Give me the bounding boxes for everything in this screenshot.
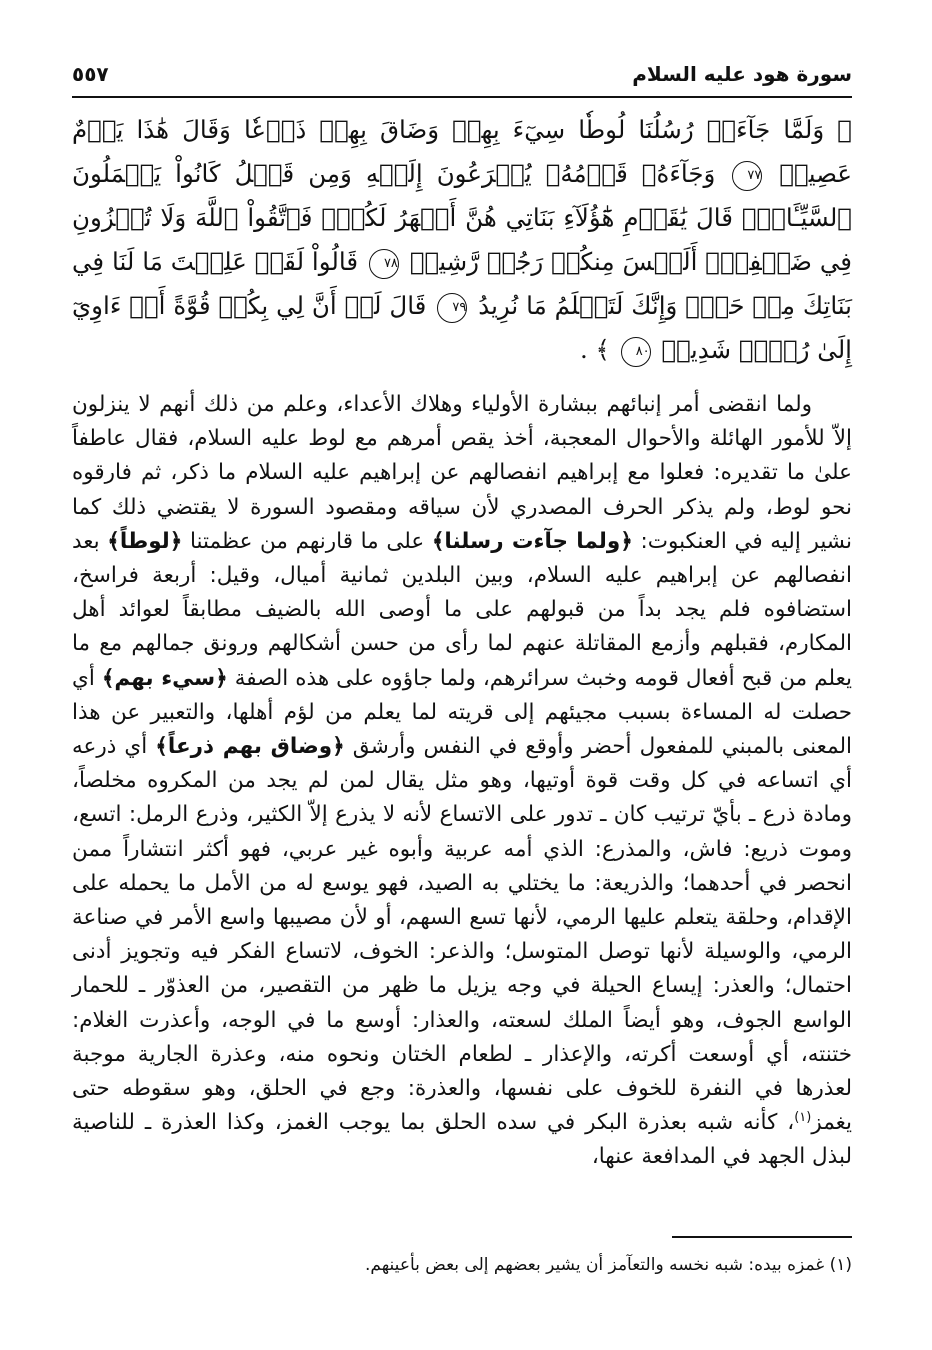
verse-marker-77: ٧٧ [732,161,762,191]
page-number: ٥٥٧ [72,62,109,86]
quote-wa-daqa: ﴿وضاق بهم ذرعاً﴾ [155,734,345,760]
footnote-reference[interactable]: (١) [794,1110,812,1126]
footnote: (١) غمزه بيده: شبه نخسه والتعآمز أن يشير بعضهم إلى بعض بأعينهم. [365,1255,852,1275]
verse-80-text: قَالَ لَوۡ أَنَّ لِي بِكُمۡ قُوَّةً أَوۡ ءَاوِيٓ إِلَىٰ رُكۡنٖ شَدِيدٖ [72,291,852,364]
verse-marker-79: ٧٩ [437,293,467,323]
quran-verse-block [72,108,852,372]
book-page [72,56,852,1316]
quote-wa-lamma-jaat: ﴿ولما جآءت رسلنا﴾ [431,528,633,554]
commentary-part-2: على ما قارنهم من عظمتنا [182,528,432,554]
verse-77-text: وَلَمَّا جَآءَتۡ رُسُلُنَا لُوطٗا سِيٓءَ بِهِمۡ وَضَاقَ بِهِمۡ ذَرۡعٗا وَقَالَ هَٰذَا يَوۡمٌ عَصِيبٞ [72,115,852,188]
verse-close-bracket: ﴾ . [579,335,610,364]
commentary-part-1: ولما انقضى أمر إنبائهم ببشارة الأولياء وهلاك الأعداء، وعلم من ذلك أنهم لا ينزلون إلاّ للأمور الهائلة والأحوال المعجبة، أخذ يقص أمرهم مع لوط عليه السلام، فقال عاطفاً علىٰ ما تقديره: فعلوا مع إبراهيم انفصالهم عن إبراهيم عليه السلام ما ذكر، ثم فارقوه نحو لوط، ولم يذكر الحرف المصدري لأن سياقه ومقصود السورة لا يقتضي ذلك كما نشير إليه في العنكبوت: [72,392,852,554]
quote-lutan: ﴿لوطاً﴾ [107,528,183,554]
verse-79-text: قَالُواْ لَقَدۡ عَلِمۡتَ مَا لَنَا فِي بَنَاتِكَ مِنۡ حَقّٖ وَإِنَّكَ لَتَعۡلَمُ مَا نُرِيدُ [72,247,852,320]
commentary-part-4: أي حصلت له المساءة بسبب مجيئهم إلى قريته لما يعلم من لؤم أهلها، والتعبير عن هذا المعنى بالمبني للمفعول أحضر وأوقع في النفس وأرشق [72,665,852,760]
footnote-divider [672,1236,852,1238]
page-header [72,56,852,98]
commentary-part-5: أي ذرعه أي اتساعه في كل وقت قوة أوتيها، وهو مثل يقال لمن لم يجد من المكروه مخلصاً، ومادة ذرع ـ بأيّ ترتيب كان ـ تدور على الاتساع لأنه لا يذرع إلاّ الكثير، وذرع الرمل: اتسع، وموت ذريع: فاش، والمذرع: الذي أمه عربية وأبوه غير عربي، فهو أكثر انتشاراً ممن انحصر في أحدهما؛ والذريعة: ما يختلي به الصيد، فهو يوسع له من الأمل ما يحمله على الإقدام، وحلقة يتعلم عليها الرمي، لأنها تسع السهم، أو لأن مصيبها واسع الأمر في صناعة الرمي، والوسيلة لأنها توصل المتوسل؛ والذعر: الخوف، لاتساع الفكر فيه وتجويز أدنى احتمال؛ والعذر: إيساع الحيلة في وجه يزيل ما ظهر من التقصير، من العذوّر ـ للحمار الواسع الجوف، وهو أيضاً الملك لسعته، والعذار: أوسع ما في الوجه، وأعذرت الغلام: ختنته، أي أوسعت أكرته، والإعذار ـ لطعام الختان ونحوه منه، وعذرة الجارية موجبة لعذرها في النفرة للخوف على نفسها، والعذرة: وجع في الحلق، وهو سقوطه حتى يغمز [72,734,852,1136]
verse-marker-78: ٧٨ [369,249,399,279]
commentary-part-6: ، كأنه شبه بعذرة البكر في سده الحلق بما يوجب الغمز، وكذا العذرة ـ للناصية لبذل الجهد في المدافعة عنها، [72,1110,852,1170]
commentary-text [72,388,852,1175]
verse-open-bracket: ﴿ [837,115,852,144]
verse-78-text: وَجَآءَهُۥ قَوۡمُهُۥ يُهۡرَعُونَ إِلَيۡهِ وَمِن قَبۡلُ كَانُواْ يَعۡمَلُونَ ٱلسَّيِّـَٔاتِۚ قَالَ يَٰقَوۡمِ هَٰٓؤُلَآءِ بَنَاتِي هُنَّ أَطۡهَرُ لَكُمۡۖ فَٱتَّقُواْ ٱللَّهَ وَلَا تُخۡزُونِ فِي ضَيۡفِيٓۖ أَلَيۡسَ مِنكُمۡ رَجُلٞ رَّشِيدٞ [72,159,852,276]
surah-title: سورة هود عليه السلام [632,62,852,86]
verse-marker-80: ٨٠ [621,337,651,367]
quote-sia-bihim: ﴿سيء بهم﴾ [101,665,228,691]
commentary-part-3: بعد انفصالهم عن إبراهيم عليه السلام، وبين البلدين ثمانية أميال، وقيل: أربعة فراسخ، استضافوه فلم يجد بداً من قبولهم على ما أوصى الله بالضيف مطابقاً لعوائد أهل المكارم، فقبلهم وأزمع المقاتلة عنهم لما رأى من حسن أشكالهم ورونق جمالهم مع ما يعلم من قبح أفعال قومه وخبث سرائرهم، ولما جاؤوه على هذه الصفة [72,528,852,691]
